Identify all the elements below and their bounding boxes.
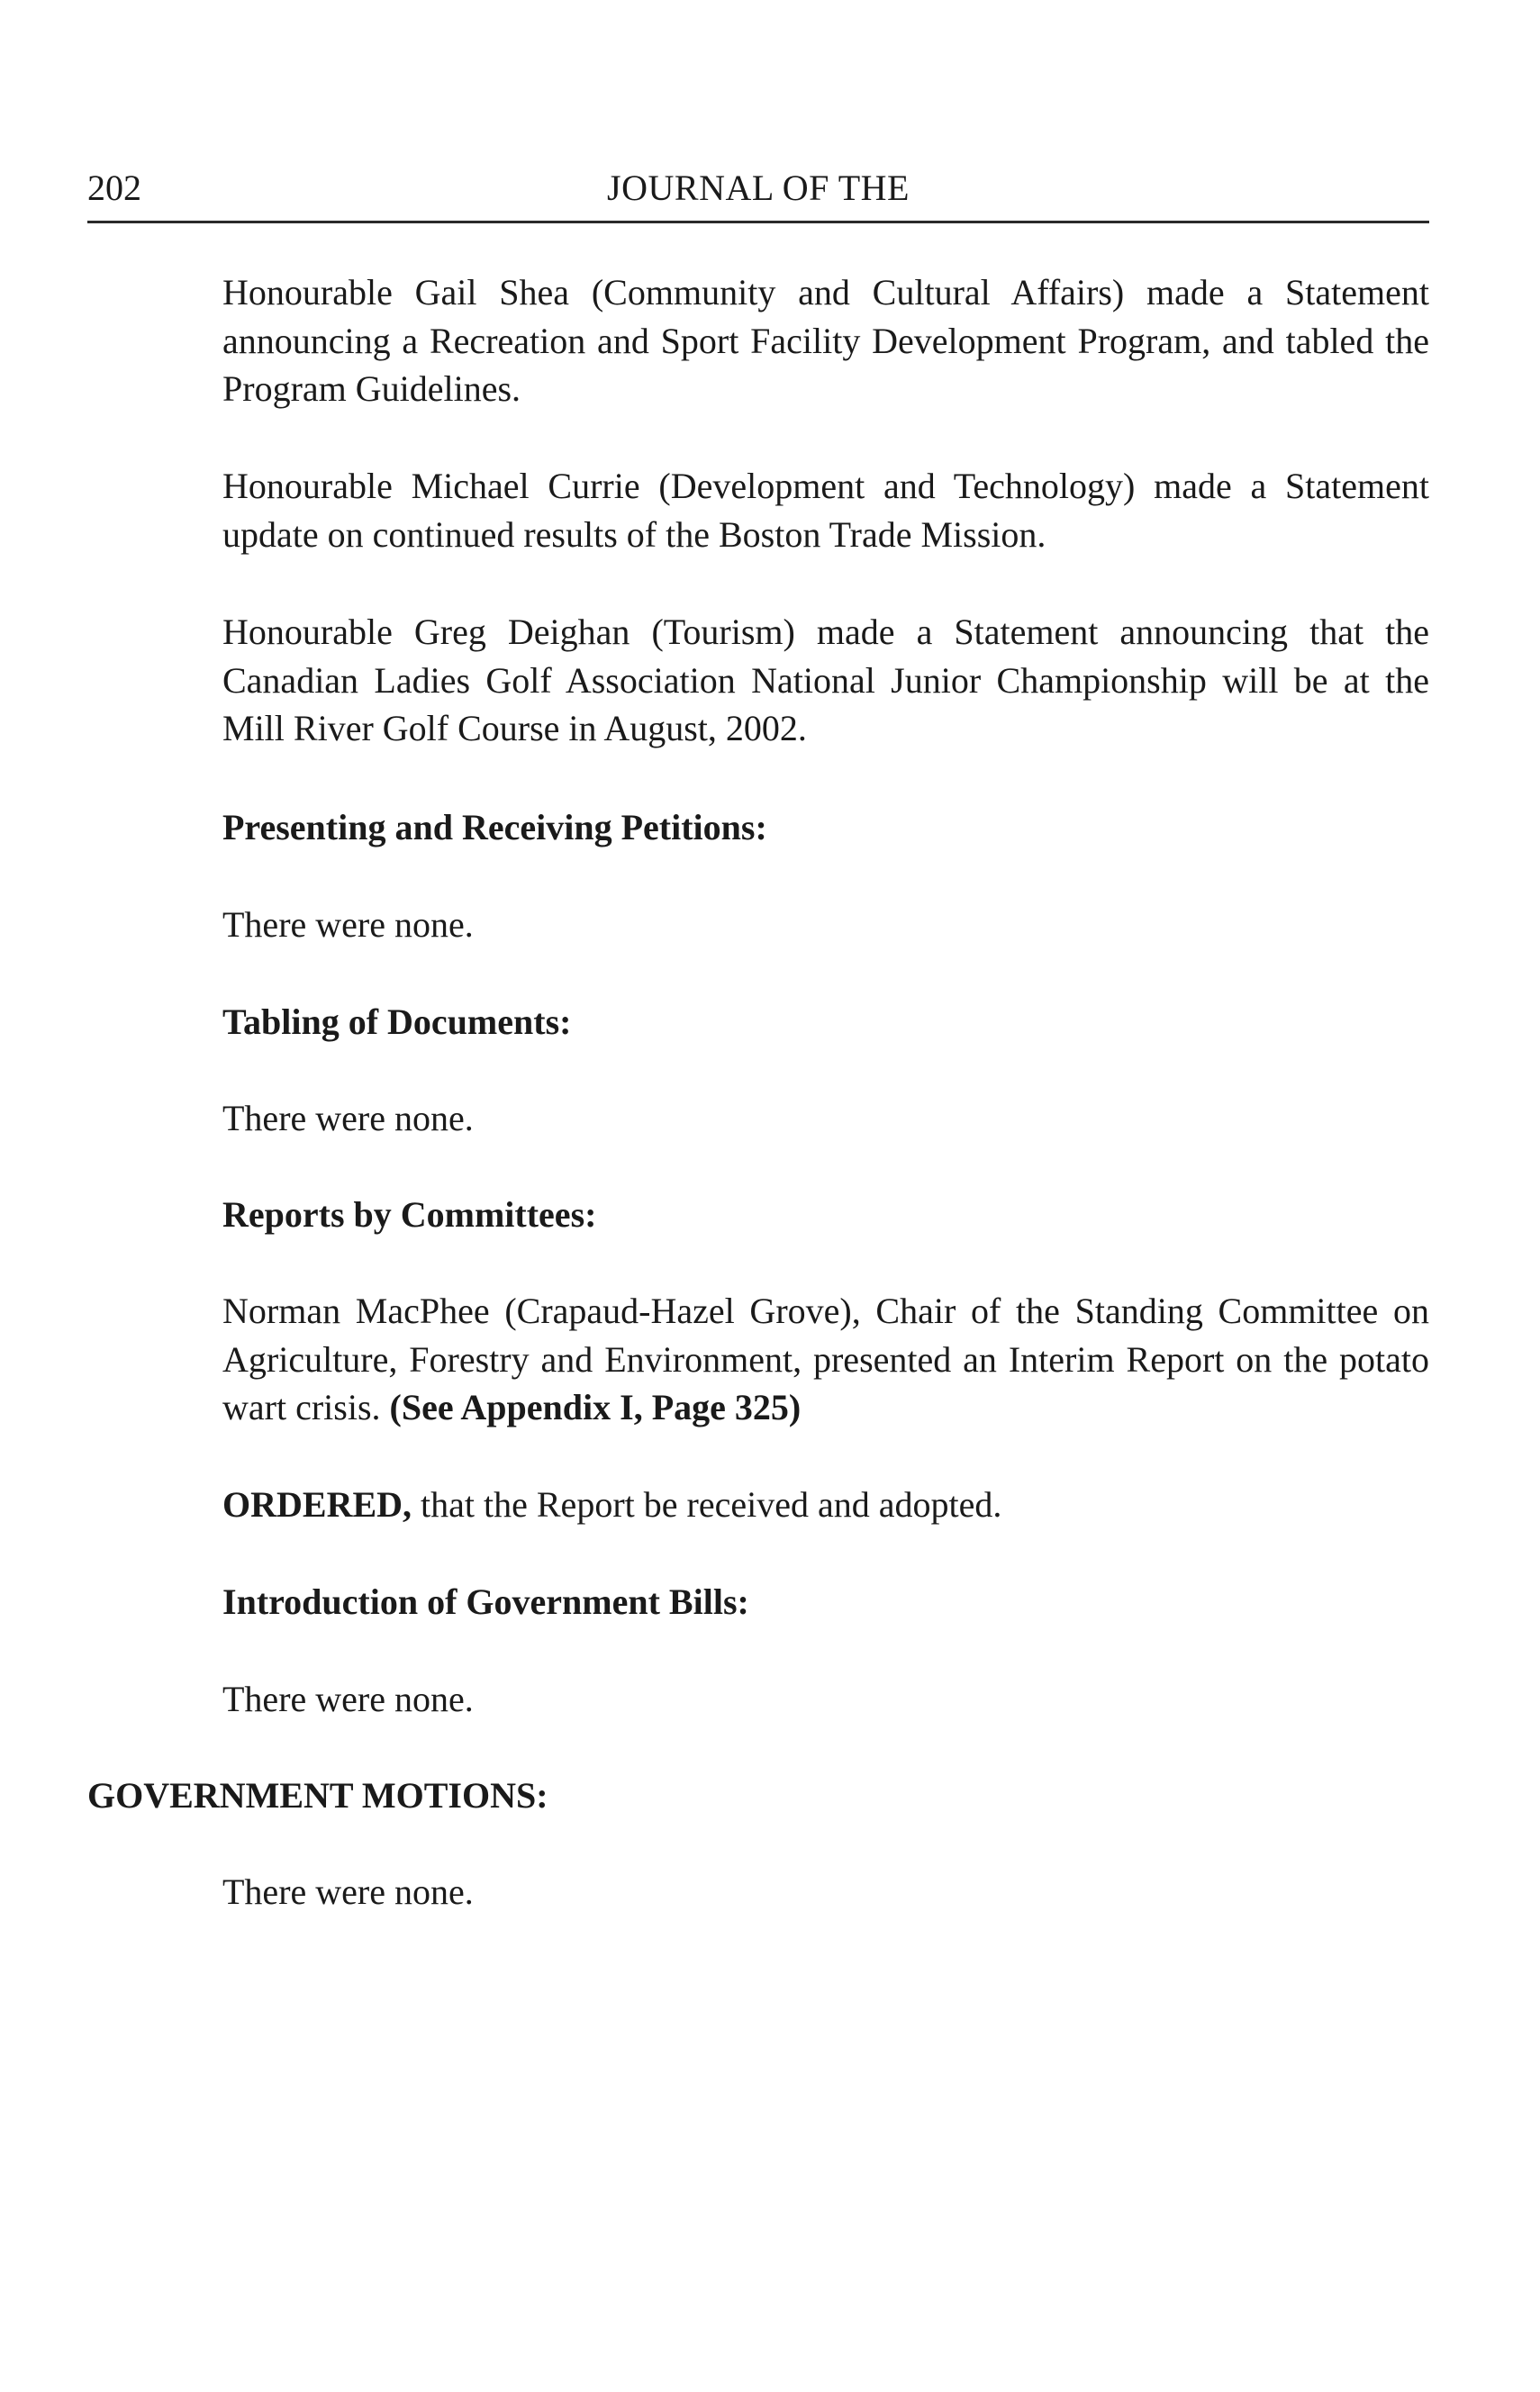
government-bills-heading: Introduction of Government Bills: bbox=[222, 1581, 749, 1622]
statement-greg-deighan: Honourable Greg Deighan (Tourism) made a Statement announcing that the Canadian Ladies Golf Association National Junior Championship will be at the Mill River Golf Course in August, 2002. bbox=[222, 612, 1429, 748]
appendix-reference: (See Appendix I, Page 325) bbox=[389, 1387, 802, 1427]
committee-report-text: Norman MacPhee (Crapaud-Hazel Grove), Chair of the Standing Committee on Agriculture, Forestry and Environment, presented an Interim Report on the potato wart crisis. bbox=[222, 1291, 1429, 1427]
ordered-label: ORDERED, bbox=[222, 1484, 412, 1525]
journal-title: JOURNAL OF THE bbox=[607, 168, 910, 208]
page-number: 202 bbox=[87, 168, 141, 208]
government-motions-text: There were none. bbox=[222, 1871, 474, 1912]
ordered-statement bbox=[222, 1481, 1429, 1529]
petitions-text: There were none. bbox=[222, 904, 474, 945]
running-header bbox=[87, 167, 1429, 223]
statement-michael-currie: Honourable Michael Currie (Development and Technology) made a Statement update on continued results of the Boston Trade Mission. bbox=[222, 466, 1429, 555]
committees-heading: Reports by Committees: bbox=[222, 1194, 597, 1235]
committee-report bbox=[222, 1287, 1429, 1432]
government-bills-text: There were none. bbox=[222, 1679, 474, 1719]
tabling-text: There were none. bbox=[222, 1098, 474, 1138]
ordered-text: that the Report be received and adopted. bbox=[421, 1484, 1002, 1525]
statement-gail-shea: Honourable Gail Shea (Community and Cultural Affairs) made a Statement announcing a Recreation and Sport Facility Development Program, and tabled the Program Guidelines. bbox=[222, 272, 1429, 409]
petitions-heading: Presenting and Receiving Petitions: bbox=[222, 807, 767, 847]
tabling-heading: Tabling of Documents: bbox=[222, 1001, 572, 1042]
government-motions-heading: GOVERNMENT MOTIONS: bbox=[87, 1775, 548, 1816]
